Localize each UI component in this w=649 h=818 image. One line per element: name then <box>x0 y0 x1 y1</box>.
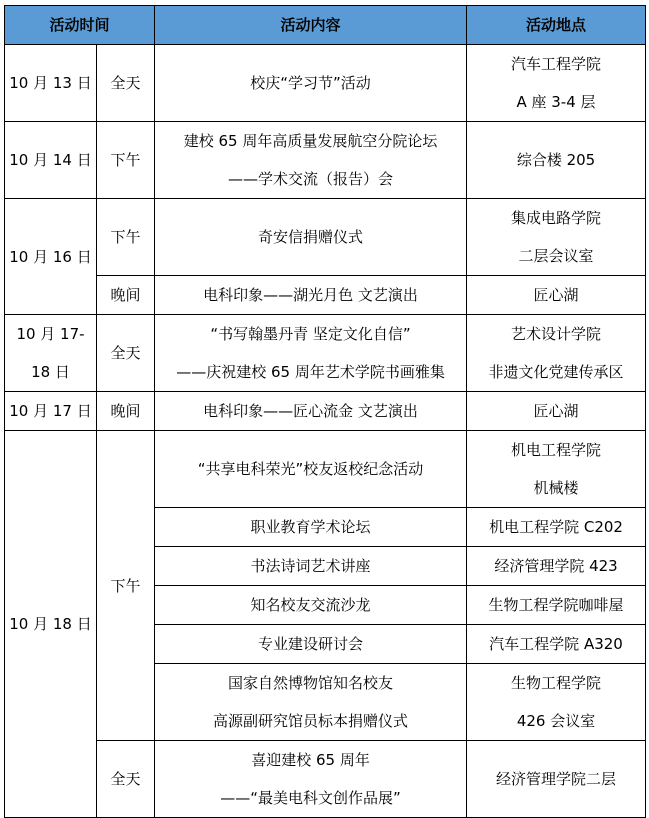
table-row <box>5 276 646 315</box>
location-cell <box>467 199 646 276</box>
location-cell <box>467 625 646 664</box>
content-cell <box>155 392 467 431</box>
table-row <box>5 741 646 818</box>
location-cell <box>467 315 646 392</box>
location-line: 艺术设计学院 <box>511 325 602 343</box>
content-line: ——庆祝建校 65 周年艺术学院书画雅集 <box>176 363 445 381</box>
date-line: 10 月 17- <box>16 325 85 343</box>
location-cell <box>467 586 646 625</box>
location-line: 综合楼 205 <box>516 151 596 169</box>
location-line: 匠心湖 <box>533 402 579 420</box>
header-row <box>5 6 646 45</box>
location-line: 生物工程学院咖啡屋 <box>488 596 624 614</box>
period-cell: 晚间 <box>97 276 155 315</box>
location-cell <box>467 431 646 508</box>
content-line: 电科印象——匠心流金 文艺演出 <box>203 402 418 420</box>
location-line: 经济管理学院 423 <box>494 557 618 575</box>
content-line: 建校 65 周年高质量发展航空分院论坛 <box>183 132 438 150</box>
date-cell <box>5 315 97 392</box>
table-row <box>5 199 646 276</box>
location-cell <box>467 392 646 431</box>
period-cell: 晚间 <box>97 392 155 431</box>
table-row <box>5 431 646 508</box>
location-line: A 座 3-4 层 <box>516 93 596 111</box>
content-line: 奇安信捐赠仪式 <box>258 228 364 246</box>
table-row <box>5 45 646 122</box>
content-line: 高源副研究馆员标本捐赠仪式 <box>213 712 409 730</box>
location-line: 426 会议室 <box>516 712 596 730</box>
content-cell <box>155 276 467 315</box>
period-cell: 下午 <box>97 431 155 741</box>
content-line: “书写翰墨丹青 坚定文化自信” <box>210 325 411 343</box>
header-time: 活动时间 <box>5 6 155 45</box>
content-line: ——学术交流（报告）会 <box>228 170 394 188</box>
location-cell <box>467 45 646 122</box>
table-row <box>5 122 646 199</box>
location-line: 汽车工程学院 <box>511 55 602 73</box>
date-line: 18 日 <box>31 363 70 381</box>
content-line: 书法诗词艺术讲座 <box>250 557 371 575</box>
period-cell: 下午 <box>97 122 155 199</box>
content-line: 电科印象——湖光月色 文艺演出 <box>203 286 418 304</box>
location-cell <box>467 276 646 315</box>
location-line: 经济管理学院二层 <box>496 770 617 788</box>
content-cell <box>155 431 467 508</box>
location-cell <box>467 741 646 818</box>
content-cell <box>155 315 467 392</box>
content-cell <box>155 199 467 276</box>
location-line: 二层会议室 <box>518 247 594 265</box>
location-line: 机电工程学院 <box>511 441 602 459</box>
content-cell <box>155 547 467 586</box>
location-cell <box>467 547 646 586</box>
header-location: 活动地点 <box>467 6 646 45</box>
date-cell: 10 月 13 日 <box>5 45 97 122</box>
location-line: 集成电路学院 <box>511 209 602 227</box>
location-line: 机电工程学院 C202 <box>489 518 623 536</box>
content-line: 职业教育学术论坛 <box>250 518 371 536</box>
content-cell <box>155 508 467 547</box>
period-cell: 全天 <box>97 315 155 392</box>
header-content: 活动内容 <box>155 6 467 45</box>
location-line: 匠心湖 <box>533 286 579 304</box>
content-line: 知名校友交流沙龙 <box>250 596 371 614</box>
date-cell: 10 月 18 日 <box>5 431 97 818</box>
location-line: 汽车工程学院 A320 <box>489 635 623 653</box>
location-line: 非遗文化党建传承区 <box>488 363 624 381</box>
location-cell <box>467 508 646 547</box>
location-line: 生物工程学院 <box>511 674 602 692</box>
content-line: ——“最美电科文创作品展” <box>220 789 401 807</box>
period-cell: 全天 <box>97 741 155 818</box>
period-cell: 全天 <box>97 45 155 122</box>
content-cell <box>155 122 467 199</box>
content-cell <box>155 625 467 664</box>
content-line: 喜迎建校 65 周年 <box>251 751 370 769</box>
activity-schedule-table <box>4 5 646 818</box>
table-row <box>5 392 646 431</box>
content-cell <box>155 586 467 625</box>
content-cell <box>155 664 467 741</box>
date-cell: 10 月 17 日 <box>5 392 97 431</box>
location-line: 机械楼 <box>533 479 579 497</box>
table-row <box>5 315 646 392</box>
content-cell <box>155 45 467 122</box>
date-cell: 10 月 16 日 <box>5 199 97 315</box>
date-cell: 10 月 14 日 <box>5 122 97 199</box>
content-line: 国家自然博物馆知名校友 <box>228 674 394 692</box>
content-cell <box>155 741 467 818</box>
content-line: “共享电科荣光”校友返校纪念活动 <box>197 460 424 478</box>
location-cell <box>467 664 646 741</box>
period-cell: 下午 <box>97 199 155 276</box>
location-cell <box>467 122 646 199</box>
content-line: 校庆“学习节”活动 <box>250 74 371 92</box>
content-line: 专业建设研讨会 <box>258 635 364 653</box>
